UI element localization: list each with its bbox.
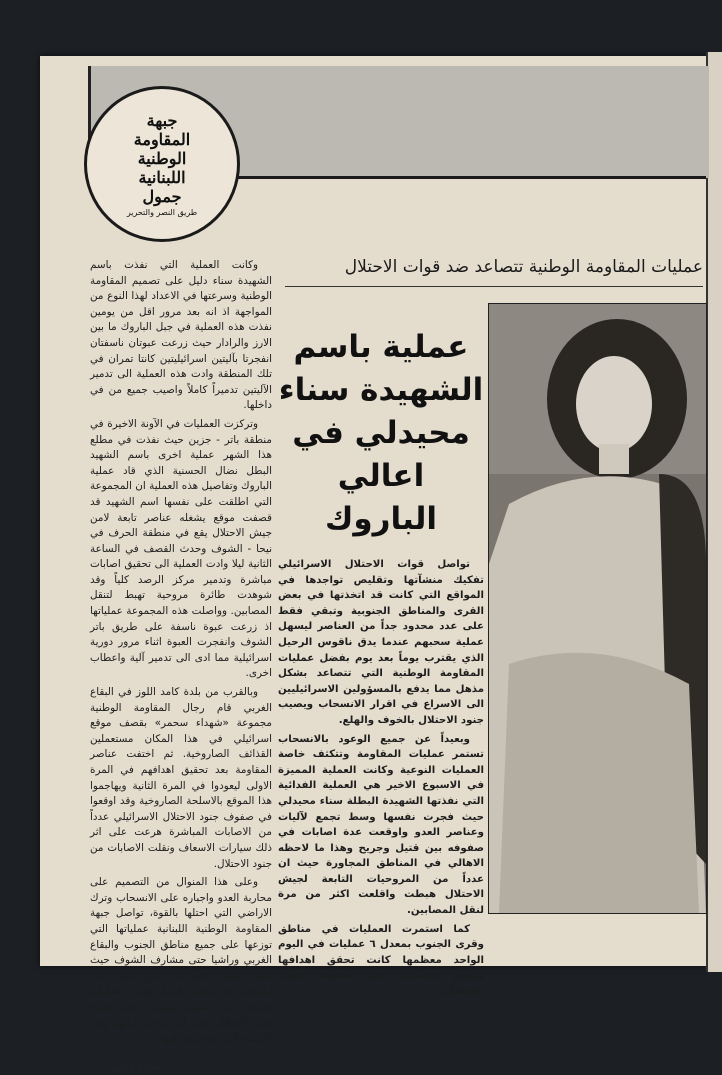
paragraph: تواصل قوات الاحتلال الاسرائيلي تفكيك منشآتها وتقليص تواجدها في المواقع التي كانت قد اتخذتها في بعض القرى والمناطق الجنوبية وتبقي فقط على عدد محدود جداً من العناصر ليسهل عملية سحبهم عندما يدق ناقوس الرحيل الذي يقترب يوماً بعد يوم بفضل عمليات المقاومة الوطنية التي تتصاعد بشكل مذهل مما يدفع بالمسؤولين الاسرائيليين الى الاسراع في اقرار الانسحاب ويصيب جنود الاحتلال بالخوف والهلع. bbox=[278, 559, 484, 726]
portrait-image bbox=[489, 304, 706, 913]
article-title: عملية باسم الشهيدة سناء محيدلي في اعالي الباروك bbox=[278, 329, 484, 537]
logo-line: اللبنانية bbox=[138, 167, 186, 187]
middle-text-column bbox=[278, 557, 484, 1003]
page-number: 23 bbox=[90, 1062, 101, 1072]
paragraph: وبعيداً عن جميع الوعود بالانسحاب تستمر عمليات المقاومة وتتكثف خاصة العمليات النوعية وكانت العملية المميزة في الاسبوع الاخير هي العملية الفدائية التي نفذتها الشهيدة البطلة سناء محيدلي حيث فجرت نفسها وسط تجمع لآليات وعناصر العدو واوقعت عدة اصابات في صفوفه بين قتيل وجريح وهذا ما لاحظه الاهالي في المناطق المجاورة حيث ان عدداً من المروحيات التابعة لجيش الاحتلال هبطت واقلعت اكثر من مرة لنقل المصابين. bbox=[278, 733, 484, 917]
paragraph: وبالقرب من بلدة كامد اللوز في البقاع الغربي قام رجال المقاومة الوطنية مجموعة «شهداء سحمر» بقصف موقع اسرائيلي في هذا المكان مستعملين القذائف الصاروخية. ثم اختفت عناصر المقاومة بعد تحقيق اهدافهم في المرة الاولى ليعودوا في المرة الثانية ويهاجموا هذا الموقع بالاسلحة الصاروخية وقد اوقعوا في صفوف جنود الاحتلال الاسرائيلي عدداً من الاصابات المباشرة هرعت على اثر ذلك سيارات الاسعاف ونقلت الاصابات من جنود الاحتلال. bbox=[90, 686, 272, 870]
logo-line: الوطنية bbox=[137, 148, 187, 168]
magazine-name: صباح الخير - bbox=[103, 1059, 161, 1073]
logo-motto: طريق النصر والتحرير bbox=[126, 207, 198, 217]
adjacent-page-edge bbox=[706, 52, 722, 972]
left-column-stack bbox=[90, 258, 272, 1075]
portrait-photo bbox=[488, 303, 707, 914]
paragraph: كما استمرت العمليات في مناطق وقرى الجنوب بمعدل ٦ عمليات في اليوم الواحد معظمها كانت تحقق اهدافها وتوقع الاصابات في صفوف قوات الاحتلال. bbox=[278, 923, 484, 998]
logo-line: المقاومة bbox=[133, 129, 191, 149]
header-rule bbox=[230, 176, 706, 179]
paragraph: وتركزت العمليات في الآونة الاخيرة في منطقة باتر - جزين حيث نفذت في مطلع هذا الشهر عملية اخرى باسم الشهيد البطل نضال الحسنية الذي قاد عملية الباروك وتفاصيل هذه العملية ان المجموعة التي اطلقت على نفسها اسم الشهيد قد قصفت موقع يشغله عناصر تابعة لامن جيش الاحتلال يقع في منطقة الحرف في نيحا - الشوف وحدث القصف في الساعة الثانية ليلا وادت العملية الى تحقيق اصابات مباشرة وتدمير مركز الرصد كلياً وقد شوهدت طائرة مروحية تهبط لتنقل المصابين. وواصلت هذه المجموعة عملياتها اذ زرعت عبوة ناسفة على طريق باتر الشوف وانفجرت العبوة اثناء مرور دورية اسرائيلية مما ادى الى تدمير آلية واعطاب اخرى. bbox=[90, 417, 272, 680]
kicker-rule bbox=[285, 286, 703, 287]
paragraph: وكانت العملية التي نفذت باسم الشهيدة سناء دليل على تصميم المقاومة الوطنية وسرعتها في الاعداد لهذا النوع من المواجهة اذ انه بعد مرور اقل من يومين نفذت هذه العملية في جبل الباروك ما بين الارز والرادار حيث زرعت عبوتان ناسفتان انفجرتا بآليتين اسرائيليتين كانتا تمران في تلك المنطقة وادت هذه العملية الى تدمير الآليتين تدميراً كاملاً واصيب جميع من في داخلها. bbox=[90, 259, 272, 412]
resistance-front-logo bbox=[84, 86, 240, 242]
logo-line: جبهة bbox=[146, 110, 178, 130]
paragraph: وعلى هذا المنوال من التصميم على محاربة العدو واجباره على الانسحاب وترك الاراضي التي احتلها بالقوة، تواصل جبهة المقاومة الوطنية اللبنانية عملياتها التي توزعها على جميع مناطق الجنوب والبقاع الغربي وراشيا حتى مشارف الشوف حيث تظهر بعض الاجراءات التي تشير الى انسحاب قد يحصل قريباً. وهذه العمليات تساعد على تسريع الهروب بعدما اصبح جنود الاحتلال مجرد اسرى في آلياتهم وفي الامكنة التي يتواجدون فيها. bbox=[90, 876, 272, 1045]
left-text-column bbox=[90, 258, 272, 1050]
page-footer bbox=[90, 1060, 272, 1075]
logo-line: جمول bbox=[142, 186, 182, 206]
article-kicker: عمليات المقاومة الوطنية تتصاعد ضد قوات الاحتلال bbox=[344, 257, 703, 277]
title-and-middle-column bbox=[278, 326, 484, 1003]
